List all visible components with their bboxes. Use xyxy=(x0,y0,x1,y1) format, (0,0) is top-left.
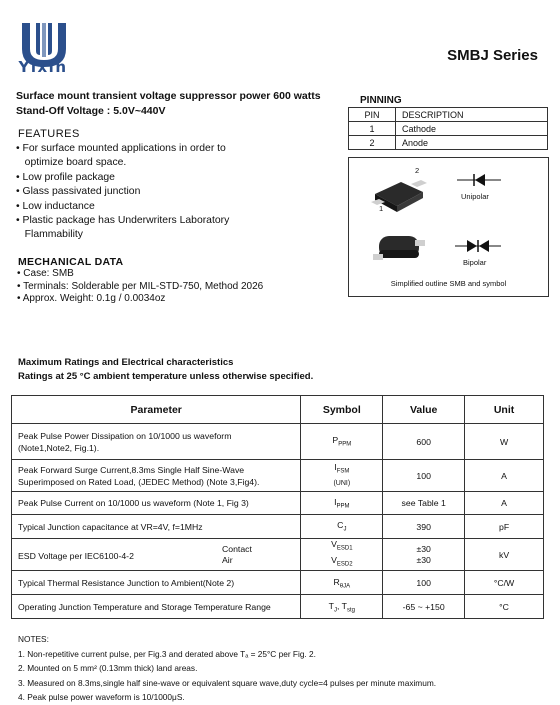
symbol-note: (UNI) xyxy=(333,479,351,487)
table-row xyxy=(349,108,548,122)
symbol-cell xyxy=(301,571,383,595)
symbol-sub: ESD1 xyxy=(336,545,353,552)
notes-title: NOTES: xyxy=(18,634,49,644)
pinning-table xyxy=(348,107,548,150)
value: ±30 xyxy=(416,554,431,565)
pin2-label: 2 xyxy=(415,166,420,175)
col-header-parameter: Parameter xyxy=(12,396,301,424)
value-cell: 100 xyxy=(383,460,465,492)
unit-cell: A xyxy=(465,492,544,515)
list-item: • For surface mounted applications in order to xyxy=(16,143,226,154)
symbol: V xyxy=(331,554,337,565)
unit-cell: kV xyxy=(465,539,544,571)
table-cell: Cathode xyxy=(396,122,548,136)
note-item: 2. Mounted on 5 mm² (0.13mm thick) land areas. xyxy=(18,663,198,673)
param-cell xyxy=(12,460,301,492)
symbol-sub: ESD2 xyxy=(336,561,353,568)
table-header-row xyxy=(12,396,544,424)
value-cell: 100 xyxy=(383,571,465,595)
table-cell: 1 xyxy=(349,122,396,136)
note-item: 1. Non-repetitive current pulse, per Fig.3 and derated above Tₐ = 25°C per Fig. 2. xyxy=(18,648,316,659)
symbol-cell xyxy=(301,424,383,460)
table-header: PIN xyxy=(349,108,396,122)
list-item: • Terminals: Solderable per MIL-STD-750, Method 2026 xyxy=(17,280,264,292)
param-cell xyxy=(12,539,301,571)
value-cell: -65 ~ +150 xyxy=(383,595,465,619)
table-row xyxy=(12,424,544,460)
table-cell: Anode xyxy=(396,136,548,150)
table-row xyxy=(12,539,544,571)
symbol-sub: PPM xyxy=(338,441,352,448)
param-cell: Typical Thermal Resistance Junction to Ambient(Note 2) xyxy=(12,571,301,595)
list-item: • Case: SMB xyxy=(17,268,74,279)
col-header-unit: Unit xyxy=(465,396,544,424)
notes xyxy=(18,632,436,705)
figure-caption: Simplified outline SMB and symbol xyxy=(390,279,507,288)
unit-cell: °C/W xyxy=(465,571,544,595)
param-text: Superimposed on Rated Load, (JEDEC Method) (Note 3,Fig4). xyxy=(18,476,260,487)
ratings-title-line1: Maximum Ratings and Electrical characteristics xyxy=(18,357,234,368)
standoff-voltage: Stand-Off Voltage : 5.0V~440V xyxy=(16,105,166,117)
unit-cell: W xyxy=(465,424,544,460)
note-item: 3. Measured on 8.3ms,single half sine-wave or equivalent square wave,duty cycle=4 pulses per minute maximum. xyxy=(18,677,437,688)
symbol-cell xyxy=(301,595,383,619)
list-item: • Low inductance xyxy=(16,200,95,212)
smb-package-top-icon xyxy=(373,230,425,268)
unit-cell: pF xyxy=(465,515,544,539)
table-row xyxy=(12,595,544,619)
table-row xyxy=(349,122,548,136)
list-item: • Glass passivated junction xyxy=(16,186,141,198)
symbol: R xyxy=(333,576,340,587)
param-cell: Typical Junction capacitance at VR=4V, f=1MHz xyxy=(12,515,301,539)
mechanical-list xyxy=(17,268,263,306)
package-figure xyxy=(348,157,549,297)
symbol-cell xyxy=(301,515,383,539)
table-row xyxy=(12,492,544,515)
symbol-sub: stg xyxy=(346,607,355,614)
unipolar-label: Unipolar xyxy=(461,192,489,201)
list-item: Flammability xyxy=(16,229,83,241)
headline: Surface mount transient voltage suppressor power 600 watts xyxy=(16,90,321,102)
symbol-cell xyxy=(301,460,383,492)
ratings-title xyxy=(18,356,313,384)
list-item: • Plastic package has Underwriters Laboratory xyxy=(16,215,230,227)
symbol: , T xyxy=(336,600,347,611)
param-text: Peak Forward Surge Current,8.3ms Single Half Sine-Wave xyxy=(18,464,245,475)
esd-air: Air xyxy=(222,554,233,565)
symbol-sub: J xyxy=(343,526,347,533)
symbol: C xyxy=(337,520,344,531)
param-text: (Note1,Note2, Fig.1). xyxy=(18,442,100,453)
symbol-sub: J xyxy=(333,607,337,614)
ratings-table xyxy=(11,395,544,619)
unit-cell: A xyxy=(465,460,544,492)
param-cell: Peak Pulse Current on 10/1000 us waveform (Note 1, Fig 3) xyxy=(12,492,301,515)
value-cell: 390 xyxy=(383,515,465,539)
symbol: I xyxy=(334,496,337,507)
features-title: FEATURES xyxy=(18,128,80,140)
value-cell: 600 xyxy=(383,424,465,460)
list-item: • Approx. Weight: 0.1g / 0.0034oz xyxy=(17,293,166,304)
unit-cell: °C xyxy=(465,595,544,619)
series-title: SMBJ Series xyxy=(447,47,538,64)
esd-contact: Contact xyxy=(222,543,252,554)
col-header-symbol: Symbol xyxy=(301,396,383,424)
esd-conditions xyxy=(222,544,252,566)
brand-name: Yixin xyxy=(18,58,68,76)
symbol-sub: PPM xyxy=(336,503,350,510)
value-cell: see Table 1 xyxy=(383,492,465,515)
value-cell xyxy=(383,539,465,571)
symbol: P xyxy=(332,435,339,446)
symbol-cell xyxy=(301,539,383,571)
table-header: DESCRIPTION xyxy=(396,108,548,122)
list-item: • Low profile package xyxy=(16,171,115,183)
param-cell: Operating Junction Temperature and Storage Temperature Range xyxy=(12,595,301,619)
symbol-cell xyxy=(301,492,383,515)
table-row xyxy=(12,571,544,595)
mechanical-title: MECHANICAL DATA xyxy=(18,256,124,268)
list-item: optimize board space. xyxy=(16,157,127,169)
param-cell xyxy=(12,424,301,460)
symbol: I xyxy=(334,462,337,473)
table-row xyxy=(12,515,544,539)
symbol: T xyxy=(328,600,334,611)
pin1-label: 1 xyxy=(379,204,384,213)
table-row xyxy=(349,136,548,150)
symbol: V xyxy=(331,539,337,549)
param-text: Peak Pulse Power Dissipation on 10/1000 us waveform xyxy=(18,430,232,441)
bipolar-label: Bipolar xyxy=(463,258,487,267)
unipolar-diode-icon xyxy=(457,172,501,188)
ratings-title-line2: Ratings at 25 °C ambient temperature unless otherwise specified. xyxy=(18,371,314,382)
param-text: ESD Voltage per IEC6100-4-2 xyxy=(18,550,134,561)
pinning-title: PINNING xyxy=(360,95,402,106)
col-header-value: Value xyxy=(383,396,465,424)
note-item: 4. Peak pulse power waveform is 10/1000μS. xyxy=(18,692,185,702)
symbol-sub: FSM xyxy=(336,468,350,475)
value: ±30 xyxy=(416,543,431,554)
bipolar-diode-icon xyxy=(455,238,501,254)
table-cell: 2 xyxy=(349,136,396,150)
features-list xyxy=(16,142,229,243)
table-row xyxy=(12,460,544,492)
symbol-sub: θJA xyxy=(339,583,351,590)
